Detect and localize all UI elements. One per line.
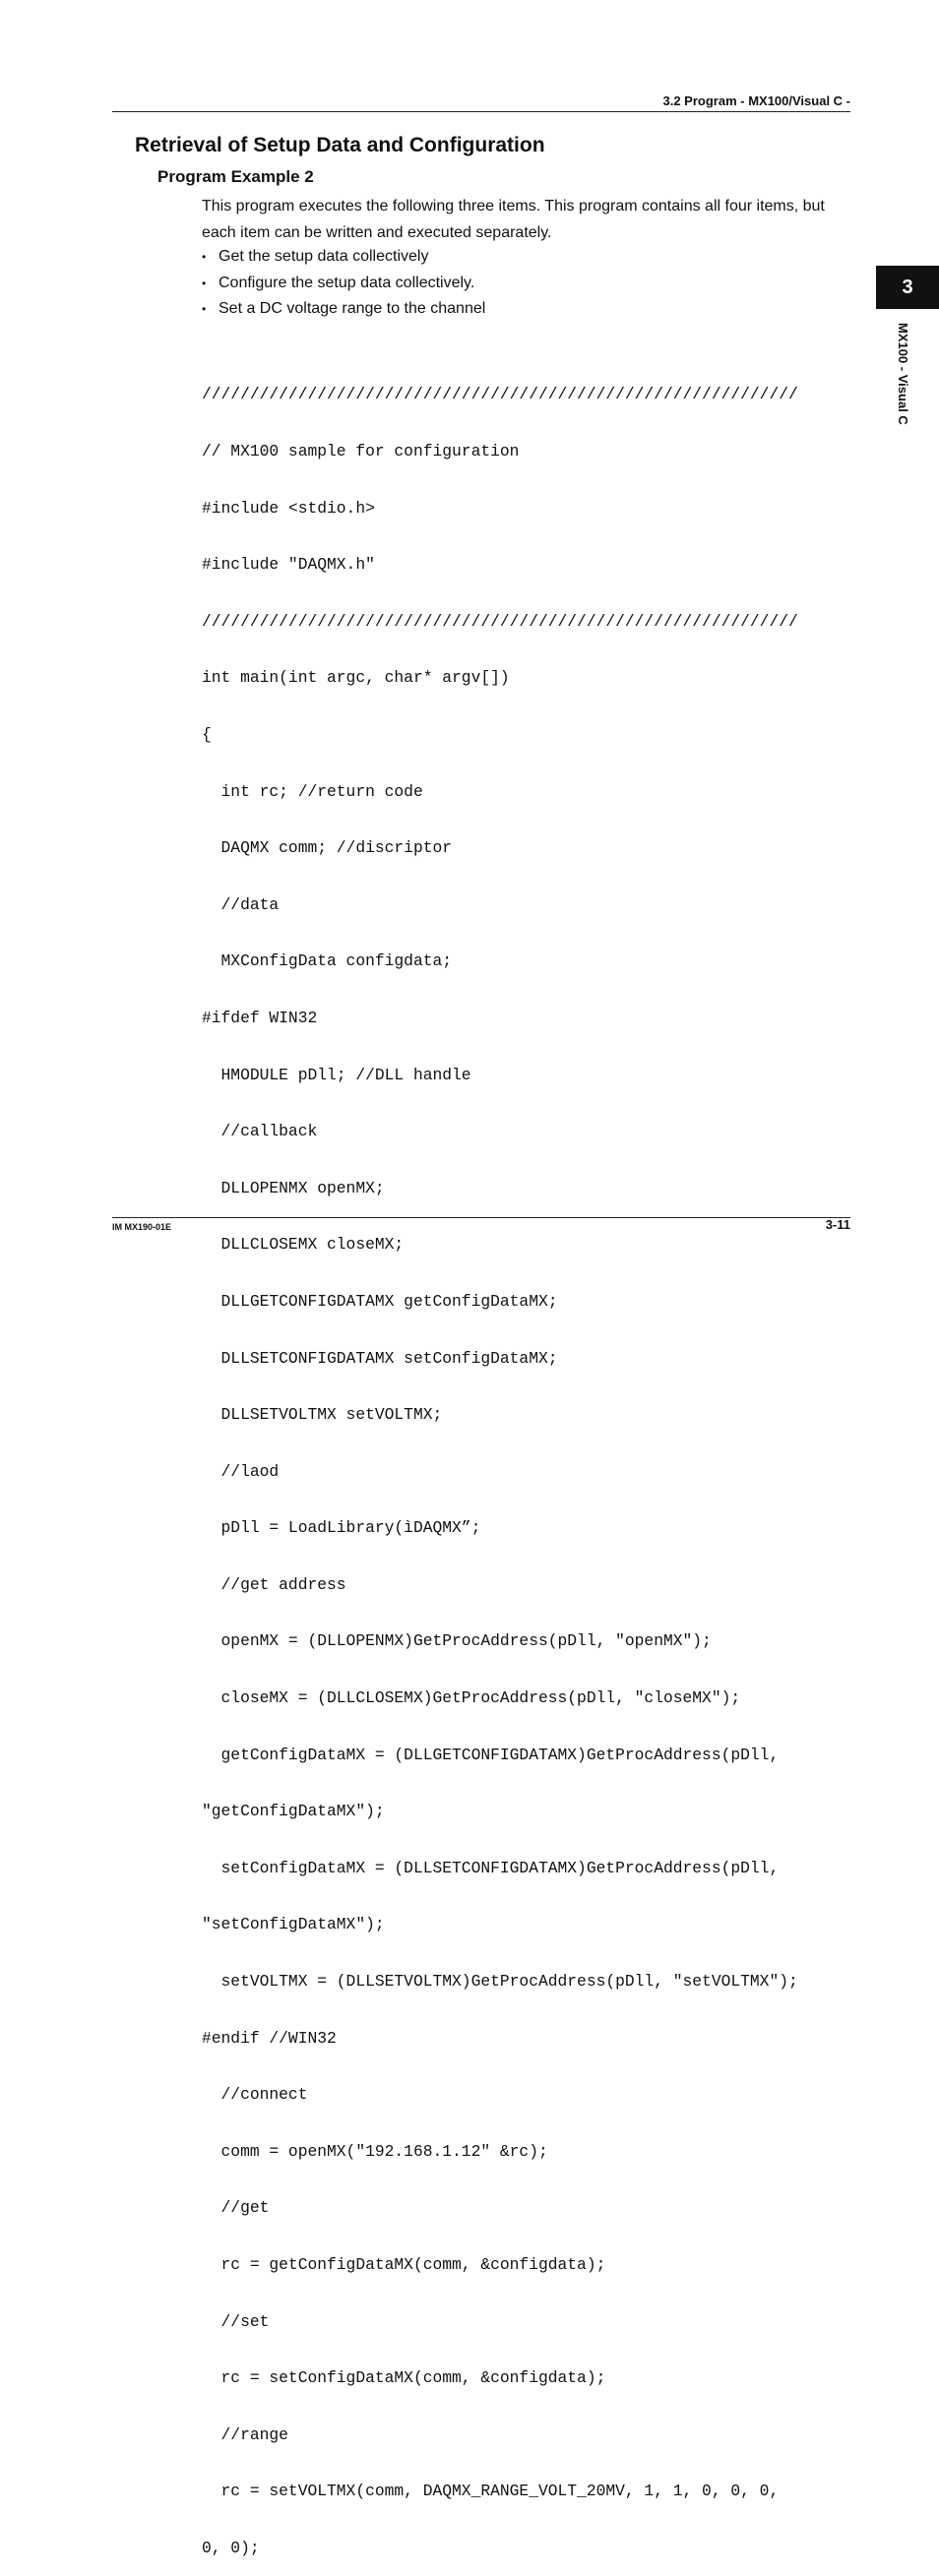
code-line: int main(int argc, char* argv[]) — [202, 668, 510, 688]
bullet-icon: • — [202, 302, 207, 316]
code-line: "setConfigDataMX"); — [202, 1915, 385, 1934]
running-header: 3.2 Program - MX100/Visual C - — [662, 93, 850, 108]
code-line: setVOLTMX = (DLLSETVOLTMX)GetProcAddress(pDll, "setVOLTMX"); — [202, 1972, 798, 1992]
list-item — [202, 296, 485, 323]
code-line: HMODULE pDll; //DLL handle — [202, 1065, 471, 1084]
code-line: #endif //WIN32 — [202, 2028, 337, 2048]
code-line: //range — [202, 2424, 288, 2444]
chapter-number: 3 — [902, 276, 913, 298]
bullet-list — [202, 244, 485, 323]
code-line: openMX = (DLLOPENMX)GetProcAddress(pDll, "openMX"); — [202, 1631, 712, 1651]
chapter-tab — [876, 266, 939, 309]
intro-paragraph: This program executes the following three items. This program contains all four items, but each item can be written and executed separately. — [202, 198, 825, 241]
code-line: 0, 0); — [202, 2538, 260, 2557]
footer-doc-id: IM MX190-01E — [112, 1222, 172, 1232]
code-line: DLLSETCONFIGDATAMX setConfigDataMX; — [202, 1348, 558, 1368]
code-line: rc = setConfigDataMX(comm, &configdata); — [202, 2368, 606, 2388]
code-line: #ifdef WIN32 — [202, 1008, 318, 1027]
page-number: 3-11 — [825, 1217, 850, 1232]
code-line: //laod — [202, 1461, 280, 1481]
code-line: int rc; //return code — [202, 781, 423, 801]
list-item — [202, 271, 485, 297]
list-item-text: Set a DC voltage range to the channel — [219, 300, 486, 317]
code-line: #include "DAQMX.h" — [202, 555, 375, 575]
code-line: //data — [202, 894, 280, 914]
code-line: DLLCLOSEMX closeMX; — [202, 1235, 405, 1255]
code-line: #include <stdio.h> — [202, 498, 375, 518]
code-line: //get address — [202, 1574, 346, 1594]
code-line: getConfigDataMX = (DLLGETCONFIGDATAMX)GetProcAddress(pDll, — [202, 1745, 780, 1764]
code-line: ////////////////////////////////////////////////////////////// — [202, 611, 798, 631]
section-title: Retrieval of Setup Data and Configuration — [135, 134, 545, 156]
bullet-icon: • — [202, 250, 207, 264]
list-item-text: Get the setup data collectively — [219, 248, 429, 265]
code-line: closeMX = (DLLCLOSEMX)GetProcAddress(pDll, "closeMX"); — [202, 1688, 741, 1708]
code-line: { — [202, 724, 212, 744]
code-line: "getConfigDataMX"); — [202, 1802, 385, 1821]
code-line: //get — [202, 2198, 270, 2218]
code-line: //connect — [202, 2085, 308, 2105]
chapter-side-label: MX100 - Visual C — [896, 323, 910, 425]
code-line: // MX100 sample for configuration — [202, 442, 520, 460]
code-line: setConfigDataMX = (DLLSETCONFIGDATAMX)GetProcAddress(pDll, — [202, 1858, 780, 1877]
list-item — [202, 244, 485, 271]
code-line: DLLSETVOLTMX setVOLTMX; — [202, 1405, 443, 1425]
footer-rule — [112, 1217, 850, 1218]
code-line: rc = setVOLTMX(comm, DAQMX_RANGE_VOLT_20MV, 1, 1, 0, 0, 0, — [202, 2482, 780, 2501]
code-line: pDll = LoadLibrary(ìDAQMX”; — [202, 1518, 481, 1538]
code-line: //set — [202, 2311, 270, 2331]
header-rule — [112, 111, 850, 112]
code-line: //callback — [202, 1122, 318, 1141]
code-line: ////////////////////////////////////////////////////////////// — [202, 385, 798, 404]
code-listing — [202, 347, 798, 2576]
code-line: DAQMX comm; //discriptor — [202, 838, 453, 858]
subsection-title: Program Example 2 — [157, 167, 314, 186]
code-line: DLLOPENMX openMX; — [202, 1178, 385, 1197]
bullet-icon: • — [202, 276, 207, 290]
code-line: DLLGETCONFIGDATAMX getConfigDataMX; — [202, 1291, 558, 1311]
code-line: rc = getConfigDataMX(comm, &configdata); — [202, 2255, 606, 2274]
list-item-text: Configure the setup data collectively. — [219, 274, 475, 291]
code-line: comm = openMX("192.168.1.12" &rc); — [202, 2141, 548, 2161]
code-line: MXConfigData configdata; — [202, 951, 453, 971]
